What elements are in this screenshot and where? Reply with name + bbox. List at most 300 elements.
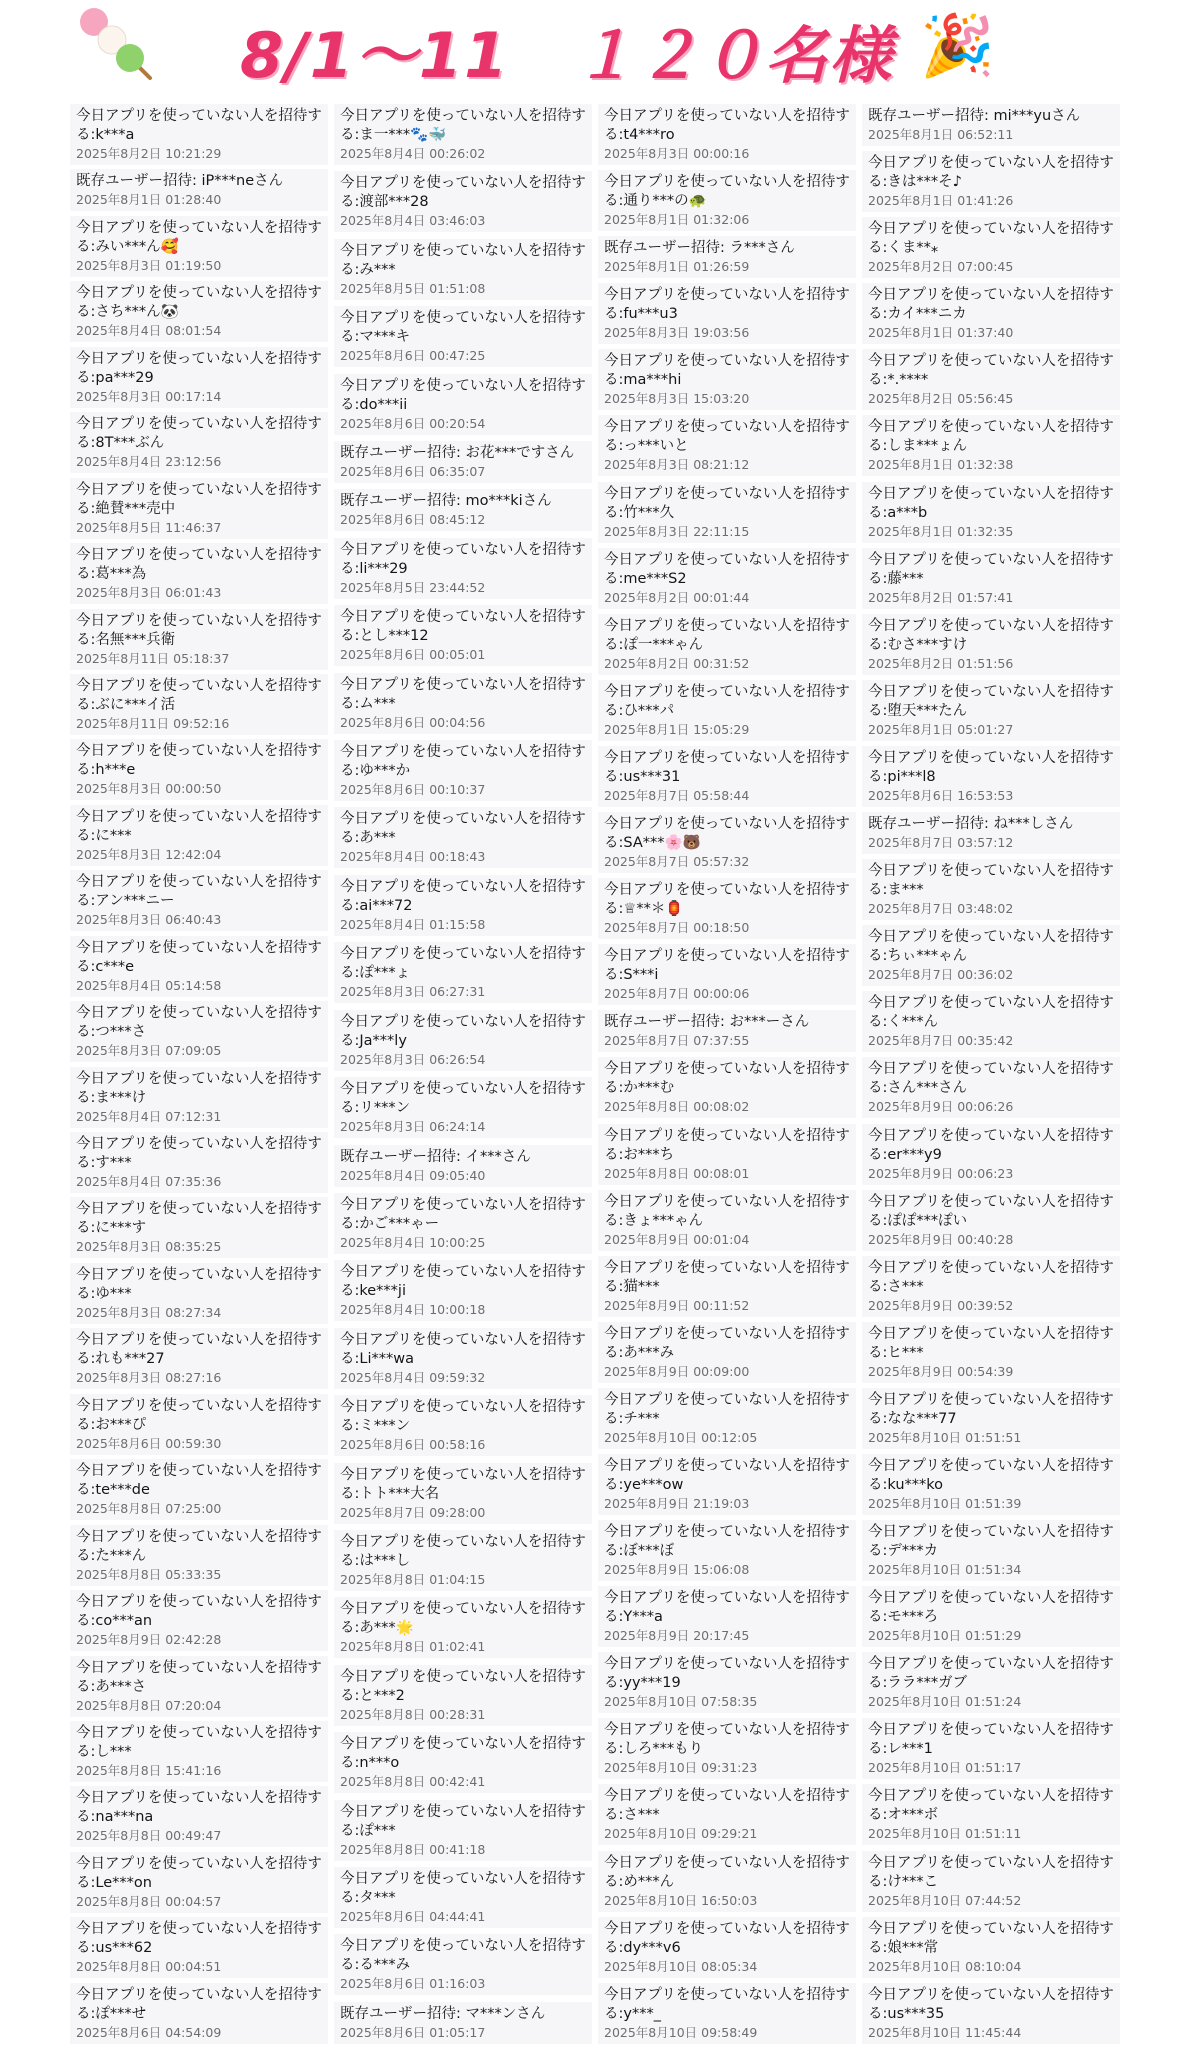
invite-text: 今日アプリを使っていない人を招待する:あ***さ: [76, 1659, 322, 1695]
invite-timestamp: 2025年8月9日 00:06:23: [868, 1165, 1014, 1181]
invite-timestamp: 2025年8月4日 23:12:56: [76, 454, 222, 470]
list-item: [862, 1124, 1120, 1185]
list-item: [70, 104, 328, 165]
invite-timestamp: 2025年8月7日 00:00:06: [604, 986, 750, 1002]
list-item: [70, 412, 328, 473]
invite-text: 今日アプリを使っていない人を招待する:竹***久: [604, 485, 850, 521]
invite-timestamp: 2025年8月3日 06:27:31: [340, 984, 486, 1000]
invite-timestamp: 2025年8月8日 07:20:04: [76, 1697, 222, 1713]
invite-text: 今日アプリを使っていない人を招待する:Li***wa: [340, 1331, 586, 1367]
list-item: [334, 1193, 592, 1254]
invite-text: 今日アプリを使っていない人を招待する:とし***12: [340, 609, 586, 645]
list-item: [598, 1322, 856, 1383]
list-item: [598, 170, 856, 231]
invite-timestamp: 2025年8月10日 07:58:35: [604, 1694, 758, 1710]
list-item: [70, 169, 328, 211]
invite-timestamp: 2025年8月2日 10:21:29: [76, 146, 222, 161]
invite-text: 今日アプリを使っていない人を招待する:er***y9: [868, 1127, 1114, 1163]
list-item: [334, 1732, 592, 1793]
list-item: [70, 1263, 328, 1324]
invite-text: 今日アプリを使っていない人を招待する:na***na: [76, 1790, 322, 1826]
invite-text: 今日アプリを使っていない人を招待する:ぽ***せ: [76, 1986, 322, 2022]
invite-timestamp: 2025年8月3日 07:09:05: [76, 1043, 222, 1059]
list-item: [862, 746, 1120, 807]
page-title: 8/1〜11 １２０名様: [240, 19, 894, 92]
list-item: [598, 1520, 856, 1581]
list-item: [70, 739, 328, 800]
header: [0, 0, 1196, 98]
list-item: [334, 1395, 592, 1456]
list-item: [70, 674, 328, 735]
invite-timestamp: 2025年8月3日 06:26:54: [340, 1051, 486, 1067]
list-item: [862, 1256, 1120, 1317]
list-item: [70, 1394, 328, 1455]
list-item: [862, 1718, 1120, 1779]
invite-timestamp: 2025年8月3日 22:11:15: [604, 523, 750, 539]
list-item: [334, 489, 592, 531]
invite-timestamp: 2025年8月1日 01:26:59: [604, 259, 750, 275]
invite-timestamp: 2025年8月2日 01:57:41: [868, 589, 1014, 605]
list-item: [598, 1190, 856, 1251]
list-item: [334, 673, 592, 734]
invite-text: 今日アプリを使っていない人を招待する:ぶに***イ活: [76, 677, 322, 713]
invite-text: 今日アプリを使っていない人を招待する:し***: [76, 1724, 322, 1760]
invite-timestamp: 2025年8月6日 01:05:17: [340, 2024, 486, 2040]
list-item: [862, 415, 1120, 476]
list-item: [70, 1459, 328, 1520]
list-item: [862, 1652, 1120, 1713]
invite-timestamp: 2025年8月7日 00:36:02: [868, 967, 1014, 983]
list-item: [334, 239, 592, 300]
invite-timestamp: 2025年8月9日 20:17:45: [604, 1628, 750, 1644]
invite-text: 今日アプリを使っていない人を招待する:くま**⁎: [868, 221, 1114, 257]
invite-text: 今日アプリを使っていない人を招待する:カイ***ニカ: [868, 287, 1114, 323]
invite-text: 今日アプリを使っていない人を招待する:さ***: [868, 1259, 1114, 1295]
invite-timestamp: 2025年8月1日 01:32:38: [868, 457, 1014, 473]
list-item: [334, 306, 592, 367]
invite-timestamp: 2025年8月7日 03:57:12: [868, 835, 1014, 851]
list-item: [70, 1132, 328, 1193]
list-item: [598, 1983, 856, 2044]
invite-timestamp: 2025年8月9日 00:01:04: [604, 1231, 750, 1247]
list-item: [862, 1784, 1120, 1845]
invite-text: 今日アプリを使っていない人を招待する:us***35: [868, 1986, 1114, 2022]
invite-text: 今日アプリを使っていない人を招待する:ま一***🐾🐳: [340, 108, 586, 143]
invite-text: 今日アプリを使っていない人を招待する:あ***: [340, 811, 586, 847]
list-item: [862, 991, 1120, 1052]
invite-text: 今日アプリを使っていない人を招待する:トト***大名: [340, 1466, 586, 1502]
invite-timestamp: 2025年8月2日 05:56:45: [868, 391, 1014, 407]
list-item: [598, 283, 856, 344]
invite-timestamp: 2025年8月1日 05:01:27: [868, 721, 1014, 737]
invite-timestamp: 2025年8月10日 01:51:29: [868, 1628, 1022, 1644]
invite-text: 今日アプリを使っていない人を招待する:っ***いと: [604, 419, 850, 455]
list-item: [598, 415, 856, 476]
invite-timestamp: 2025年8月10日 01:51:24: [868, 1694, 1022, 1710]
invite-timestamp: 2025年8月10日 01:51:39: [868, 1495, 1022, 1511]
invite-timestamp: 2025年8月9日 15:06:08: [604, 1562, 750, 1578]
list-item: [334, 942, 592, 1003]
invite-text: 今日アプリを使っていない人を招待する:dy***v6: [604, 1920, 850, 1956]
invite-text: 今日アプリを使っていない人を招待する:te***de: [76, 1463, 322, 1499]
invite-text: 今日アプリを使っていない人を招待する:す***: [76, 1136, 322, 1171]
invite-timestamp: 2025年8月8日 00:08:01: [604, 1165, 750, 1181]
list-item: [598, 1917, 856, 1978]
list-item: [598, 1652, 856, 1713]
invite-text: 今日アプリを使っていない人を招待する:る***み: [340, 1938, 586, 1974]
invite-timestamp: 2025年8月6日 04:54:09: [76, 2024, 222, 2040]
invite-timestamp: 2025年8月11日 09:52:16: [76, 715, 230, 731]
invite-timestamp: 2025年8月8日 00:28:31: [340, 1706, 486, 1722]
invite-text: 今日アプリを使っていない人を招待する:pi***l8: [868, 749, 1114, 785]
invite-timestamp: 2025年8月3日 00:17:14: [76, 388, 222, 404]
invite-text: 今日アプリを使っていない人を招待する:なな***77: [868, 1391, 1114, 1427]
invite-timestamp: 2025年8月8日 00:04:57: [76, 1893, 222, 1909]
list-item: [70, 805, 328, 866]
list-item: [70, 1852, 328, 1913]
party-popper-icon: 🎉: [920, 11, 995, 81]
invite-timestamp: 2025年8月1日 01:28:40: [76, 192, 222, 208]
invite-text: 今日アプリを使っていない人を招待する:お***ぴ: [76, 1397, 322, 1433]
invite-timestamp: 2025年8月10日 09:58:49: [604, 2024, 758, 2040]
invite-text: 今日アプリを使っていない人を招待する:ひ***パ: [604, 683, 850, 719]
list-item: [862, 1917, 1120, 1978]
list-item: [70, 1001, 328, 1062]
invite-text: 今日アプリを使っていない人を招待する:ま***け: [76, 1070, 322, 1106]
invite-timestamp: 2025年8月4日 10:00:25: [340, 1234, 486, 1250]
invite-timestamp: 2025年8月2日 00:31:52: [604, 655, 750, 671]
invite-timestamp: 2025年8月9日 00:06:26: [868, 1099, 1014, 1115]
invite-text: 今日アプリを使っていない人を招待する:a***b: [868, 485, 1114, 521]
invite-timestamp: 2025年8月9日 00:11:52: [604, 1297, 750, 1313]
invite-timestamp: 2025年8月7日 05:58:44: [604, 787, 750, 803]
invite-text: 今日アプリを使っていない人を招待する:きは***そ♪: [868, 155, 1114, 191]
list-item: [598, 1388, 856, 1449]
invite-text: 今日アプリを使っていない人を招待する:通り***の🐢: [604, 174, 850, 210]
invite-timestamp: 2025年8月10日 01:51:11: [868, 1826, 1022, 1842]
list-item: [598, 944, 856, 1005]
list-item: [598, 878, 856, 939]
invite-text: 今日アプリを使っていない人を招待する:ちぃ***ゃん: [868, 929, 1114, 965]
list-item: [862, 1520, 1120, 1581]
list-item: [70, 1656, 328, 1717]
invite-timestamp: 2025年8月10日 08:05:34: [604, 1958, 758, 1974]
invite-timestamp: 2025年8月6日 00:47:25: [340, 348, 486, 364]
list-item: [70, 1328, 328, 1389]
invite-text: 今日アプリを使っていない人を招待する:娘***常: [868, 1920, 1114, 1956]
list-item: [862, 1388, 1120, 1449]
list-item: [862, 1190, 1120, 1251]
invite-text: 今日アプリを使っていない人を招待する:藤***: [868, 551, 1114, 587]
list-item: [862, 1586, 1120, 1647]
invite-text: 今日アプリを使っていない人を招待する:ゆ***か: [340, 744, 586, 780]
invite-timestamp: 2025年8月7日 00:35:42: [868, 1033, 1014, 1049]
invite-timestamp: 2025年8月8日 01:02:41: [340, 1639, 486, 1655]
invite-text: 今日アプリを使っていない人を招待する:me***S2: [604, 551, 850, 587]
invite-text: 今日アプリを使っていない人を招待する:ぽぽ***ぽい: [868, 1193, 1114, 1229]
invite-text: 今日アプリを使っていない人を招待する:ヒ***: [868, 1325, 1114, 1361]
list-item: [334, 1145, 592, 1187]
list-item: [598, 236, 856, 278]
invite-text: 今日アプリを使っていない人を招待する:li***29: [340, 541, 586, 577]
invite-timestamp: 2025年8月10日 08:10:04: [868, 1958, 1022, 1974]
invite-text: 今日アプリを使っていない人を招待する:h***e: [76, 743, 322, 779]
list-item: [70, 936, 328, 997]
invite-timestamp: 2025年8月10日 01:51:34: [868, 1562, 1022, 1578]
invite-timestamp: 2025年8月3日 00:00:16: [604, 146, 750, 161]
invite-timestamp: 2025年8月6日 08:45:12: [340, 512, 486, 528]
list-item: [598, 746, 856, 807]
invite-text: 既存ユーザー招待: ね***しさん: [868, 816, 1074, 833]
invite-text: 今日アプリを使っていない人を招待する:堕天***たん: [868, 683, 1114, 719]
invite-text: 今日アプリを使っていない人を招待する:オ***ボ: [868, 1788, 1114, 1824]
invite-timestamp: 2025年8月9日 00:39:52: [868, 1297, 1014, 1313]
column-1: [70, 104, 328, 2044]
invite-text: 今日アプリを使っていない人を招待する:t4***ro: [604, 108, 850, 143]
invite-timestamp: 2025年8月10日 16:50:03: [604, 1892, 758, 1908]
invite-text: 今日アプリを使っていない人を招待する:ぼ***ぼ: [604, 1524, 850, 1560]
invite-timestamp: 2025年8月8日 00:08:02: [604, 1099, 750, 1115]
invite-timestamp: 2025年8月6日 04:44:41: [340, 1908, 486, 1924]
list-item: [598, 1851, 856, 1912]
list-item: [334, 1867, 592, 1928]
invite-timestamp: 2025年8月10日 00:12:05: [604, 1429, 758, 1445]
invite-timestamp: 2025年8月6日 00:10:37: [340, 782, 486, 798]
list-item: [598, 1784, 856, 1845]
invite-timestamp: 2025年8月10日 07:44:52: [868, 1892, 1022, 1908]
invite-text: 今日アプリを使っていない人を招待する:ゆ***: [76, 1266, 322, 1302]
invite-text: 今日アプリを使っていない人を招待する:リ***ン: [340, 1081, 586, 1117]
invite-timestamp: 2025年8月4日 08:01:54: [76, 323, 222, 339]
invite-timestamp: 2025年8月3日 06:40:43: [76, 912, 222, 928]
invite-timestamp: 2025年8月2日 07:00:45: [868, 259, 1014, 275]
invite-text: 今日アプリを使っていない人を招待する:さち***ん🐼: [76, 285, 322, 321]
invite-text: 今日アプリを使っていない人を招待する:co***an: [76, 1594, 322, 1630]
list-item: [70, 281, 328, 342]
invite-text: 今日アプリを使っていない人を招待する:お***ち: [604, 1127, 850, 1163]
list-item: [598, 1010, 856, 1052]
invite-timestamp: 2025年8月6日 00:20:54: [340, 415, 486, 431]
invite-text: 今日アプリを使っていない人を招待する:y***_: [604, 1986, 850, 2022]
invite-text: 今日アプリを使っていない人を招待する:むさ***すけ: [868, 617, 1114, 653]
invite-timestamp: 2025年8月6日 06:35:07: [340, 464, 486, 480]
invite-text: 既存ユーザー招待: mo***kiさん: [340, 493, 552, 510]
invite-text: 今日アプリを使っていない人を招待する:しま***ょん: [868, 419, 1114, 455]
invite-timestamp: 2025年8月3日 01:19:50: [76, 257, 222, 273]
invite-text: 既存ユーザー招待: iP***neさん: [76, 173, 284, 190]
invite-timestamp: 2025年8月7日 05:57:32: [604, 854, 750, 870]
invite-timestamp: 2025年8月10日 01:51:51: [868, 1429, 1022, 1445]
invite-text: 今日アプリを使っていない人を招待する:は***し: [340, 1533, 586, 1569]
invite-timestamp: 2025年8月9日 00:09:00: [604, 1363, 750, 1379]
list-item: [334, 875, 592, 936]
invite-timestamp: 2025年8月5日 23:44:52: [340, 579, 486, 595]
dango-icon: [72, 4, 162, 84]
invite-text: 今日アプリを使っていない人を招待する:渡部***28: [340, 175, 586, 211]
list-item: [598, 482, 856, 543]
list-item: [70, 1525, 328, 1586]
invite-timestamp: 2025年8月1日 01:41:26: [868, 193, 1014, 209]
invite-text: 今日アプリを使っていない人を招待する:み***: [340, 242, 586, 278]
invite-timestamp: 2025年8月3日 08:27:34: [76, 1304, 222, 1320]
invite-text: 既存ユーザー招待: ラ***さん: [604, 240, 795, 257]
list-item: [334, 1463, 592, 1524]
list-item: [70, 1983, 328, 2044]
invite-timestamp: 2025年8月6日 01:16:03: [340, 1976, 486, 1992]
invite-text: 今日アプリを使っていない人を招待する:葛***為: [76, 547, 322, 583]
invite-text: 今日アプリを使っていない人を招待する:ma***hi: [604, 353, 850, 389]
invite-text: 今日アプリを使っていない人を招待する:け***こ: [868, 1854, 1114, 1890]
column-2: [334, 104, 592, 2044]
invite-text: 今日アプリを使っていない人を招待する:do***ii: [340, 377, 586, 413]
invite-text: 今日アプリを使っていない人を招待する:アン***ニー: [76, 874, 322, 910]
invite-columns: [70, 104, 1126, 2048]
invite-text: 今日アプリを使っていない人を招待する:us***31: [604, 749, 850, 785]
list-item: [334, 1530, 592, 1591]
invite-timestamp: 2025年8月3日 00:00:50: [76, 781, 222, 797]
invite-timestamp: 2025年8月6日 00:58:16: [340, 1437, 486, 1453]
list-item: [862, 1322, 1120, 1383]
invite-text: 今日アプリを使っていない人を招待する:ララ***ガブ: [868, 1656, 1114, 1692]
list-item: [334, 605, 592, 666]
invite-timestamp: 2025年8月4日 00:26:02: [340, 146, 486, 161]
invite-text: 今日アプリを使っていない人を招待する:ぽ***: [340, 1803, 586, 1839]
invite-text: 今日アプリを使っていない人を招待する:さん***さん: [868, 1061, 1114, 1097]
invite-timestamp: 2025年8月8日 05:33:35: [76, 1566, 222, 1582]
invite-text: 既存ユーザー招待: マ***ンさん: [340, 2005, 546, 2022]
invite-timestamp: 2025年8月3日 15:03:20: [604, 391, 750, 407]
list-item: [862, 859, 1120, 920]
invite-timestamp: 2025年8月9日 00:54:39: [868, 1363, 1014, 1379]
invite-timestamp: 2025年8月7日 00:18:50: [604, 920, 750, 936]
list-item: [862, 1057, 1120, 1118]
invite-timestamp: 2025年8月10日 09:31:23: [604, 1760, 758, 1776]
invite-text: 今日アプリを使っていない人を招待する:fu***u3: [604, 287, 850, 323]
list-item: [334, 1665, 592, 1726]
invite-text: 今日アプリを使っていない人を招待する:yy***19: [604, 1656, 850, 1692]
invite-timestamp: 2025年8月8日 00:04:51: [76, 1959, 222, 1975]
invite-text: 今日アプリを使っていない人を招待する:ぽ***ょ: [340, 946, 586, 982]
invite-timestamp: 2025年8月9日 00:40:28: [868, 1231, 1014, 1247]
invite-text: 今日アプリを使っていない人を招待する:レ***1: [868, 1722, 1114, 1758]
invite-timestamp: 2025年8月11日 05:18:37: [76, 650, 230, 666]
list-item: [862, 283, 1120, 344]
list-item: [70, 609, 328, 670]
invite-timestamp: 2025年8月1日 01:37:40: [868, 325, 1014, 341]
list-item: [70, 1721, 328, 1782]
invite-text: 今日アプリを使っていない人を招待する:SA***🌸🐻: [604, 816, 850, 852]
invite-text: 今日アプリを使っていない人を招待する:きょ***ゃん: [604, 1193, 850, 1229]
list-item: [334, 1010, 592, 1071]
invite-text: 今日アプリを使っていない人を招待する:あ***🌟: [340, 1601, 586, 1637]
list-item: [598, 548, 856, 609]
invite-text: 今日アプリを使っていない人を招待する:しろ***もり: [604, 1722, 850, 1758]
list-item: [70, 478, 328, 539]
list-item: [862, 1851, 1120, 1912]
invite-timestamp: 2025年8月8日 15:41:16: [76, 1762, 222, 1778]
list-item: [598, 104, 856, 165]
invite-text: 今日アプリを使っていない人を招待する:さ***: [604, 1788, 850, 1824]
invite-timestamp: 2025年8月3日 12:42:04: [76, 846, 222, 862]
list-item: [334, 2002, 592, 2044]
invite-timestamp: 2025年8月7日 09:28:00: [340, 1504, 486, 1520]
list-item: [70, 347, 328, 408]
invite-timestamp: 2025年8月2日 00:01:44: [604, 589, 750, 605]
invite-timestamp: 2025年8月7日 07:37:55: [604, 1033, 750, 1049]
list-item: [70, 1786, 328, 1847]
invite-text: 今日アプリを使っていない人を招待する:れも***27: [76, 1332, 322, 1368]
invite-timestamp: 2025年8月3日 08:21:12: [604, 457, 750, 473]
invite-text: 今日アプリを使っていない人を招待する:us***62: [76, 1921, 322, 1957]
list-item: [862, 614, 1120, 675]
invite-text: 今日アプリを使っていない人を招待する:Ja***ly: [340, 1013, 586, 1049]
invite-text: 今日アプリを使っていない人を招待する:k***a: [76, 108, 322, 143]
invite-text: 今日アプリを使っていない人を招待する:マ***キ: [340, 310, 586, 346]
invite-text: 今日アプリを使っていない人を招待する:8T***ぶん: [76, 416, 322, 452]
invite-text: 今日アプリを使っていない人を招待する:ま***: [868, 863, 1114, 899]
list-item: [862, 1983, 1120, 2044]
invite-text: 今日アプリを使っていない人を招待する:Le***on: [76, 1855, 322, 1891]
column-3: [598, 104, 856, 2044]
invite-text: 今日アプリを使っていない人を招待する:ム***: [340, 676, 586, 712]
invite-timestamp: 2025年8月4日 07:12:31: [76, 1108, 222, 1124]
list-item: [70, 870, 328, 931]
list-item: [334, 374, 592, 435]
invite-timestamp: 2025年8月3日 08:27:16: [76, 1370, 222, 1386]
invite-timestamp: 2025年8月3日 19:03:56: [604, 325, 750, 341]
invite-timestamp: 2025年8月4日 09:59:32: [340, 1369, 486, 1385]
invite-timestamp: 2025年8月3日 06:01:43: [76, 585, 222, 601]
list-item: [862, 812, 1120, 854]
list-item: [334, 1800, 592, 1861]
invite-text: 今日アプリを使っていない人を招待する:あ***み: [604, 1325, 850, 1361]
invite-timestamp: 2025年8月5日 01:51:08: [340, 280, 486, 296]
invite-text: 今日アプリを使っていない人を招待する:pa***29: [76, 350, 322, 386]
list-item: [862, 548, 1120, 609]
list-item: [598, 812, 856, 873]
invite-timestamp: 2025年8月1日 06:52:11: [868, 127, 1014, 142]
invite-timestamp: 2025年8月10日 09:29:21: [604, 1826, 758, 1842]
invite-text: 今日アプリを使っていない人を招待する:ai***72: [340, 878, 586, 914]
list-item: [334, 538, 592, 599]
invite-text: 今日アプリを使っていない人を招待する:♕**＊🏮: [604, 882, 850, 918]
invite-text: 今日アプリを使っていない人を招待する:ミ***ン: [340, 1399, 586, 1435]
invite-timestamp: 2025年8月4日 01:15:58: [340, 916, 486, 932]
list-item: [598, 1124, 856, 1185]
list-item: [598, 1057, 856, 1118]
invite-timestamp: 2025年8月8日 01:04:15: [340, 1571, 486, 1587]
invite-text: 今日アプリを使っていない人を招待する:n***o: [340, 1736, 586, 1772]
invite-timestamp: 2025年8月4日 07:35:36: [76, 1174, 222, 1189]
invite-text: 今日アプリを使っていない人を招待する:Y***a: [604, 1590, 850, 1626]
list-item: [70, 1197, 328, 1258]
list-item: [598, 680, 856, 741]
invite-timestamp: 2025年8月8日 00:49:47: [76, 1828, 222, 1844]
invite-timestamp: 2025年8月3日 06:24:14: [340, 1119, 486, 1135]
list-item: [862, 1454, 1120, 1515]
invite-text: 今日アプリを使っていない人を招待する:タ***: [340, 1870, 586, 1906]
list-item: [334, 1328, 592, 1389]
invite-timestamp: 2025年8月10日 01:51:17: [868, 1760, 1022, 1776]
invite-text: 今日アプリを使っていない人を招待する:名無***兵衛: [76, 612, 322, 648]
invite-timestamp: 2025年8月4日 00:18:43: [340, 849, 486, 865]
list-item: [334, 441, 592, 483]
invite-text: 今日アプリを使っていない人を招待する:に***す: [76, 1201, 322, 1237]
list-item: [334, 1260, 592, 1321]
invite-text: 今日アプリを使っていない人を招待する:チ***: [604, 1391, 850, 1427]
list-item: [862, 482, 1120, 543]
list-item: [598, 614, 856, 675]
